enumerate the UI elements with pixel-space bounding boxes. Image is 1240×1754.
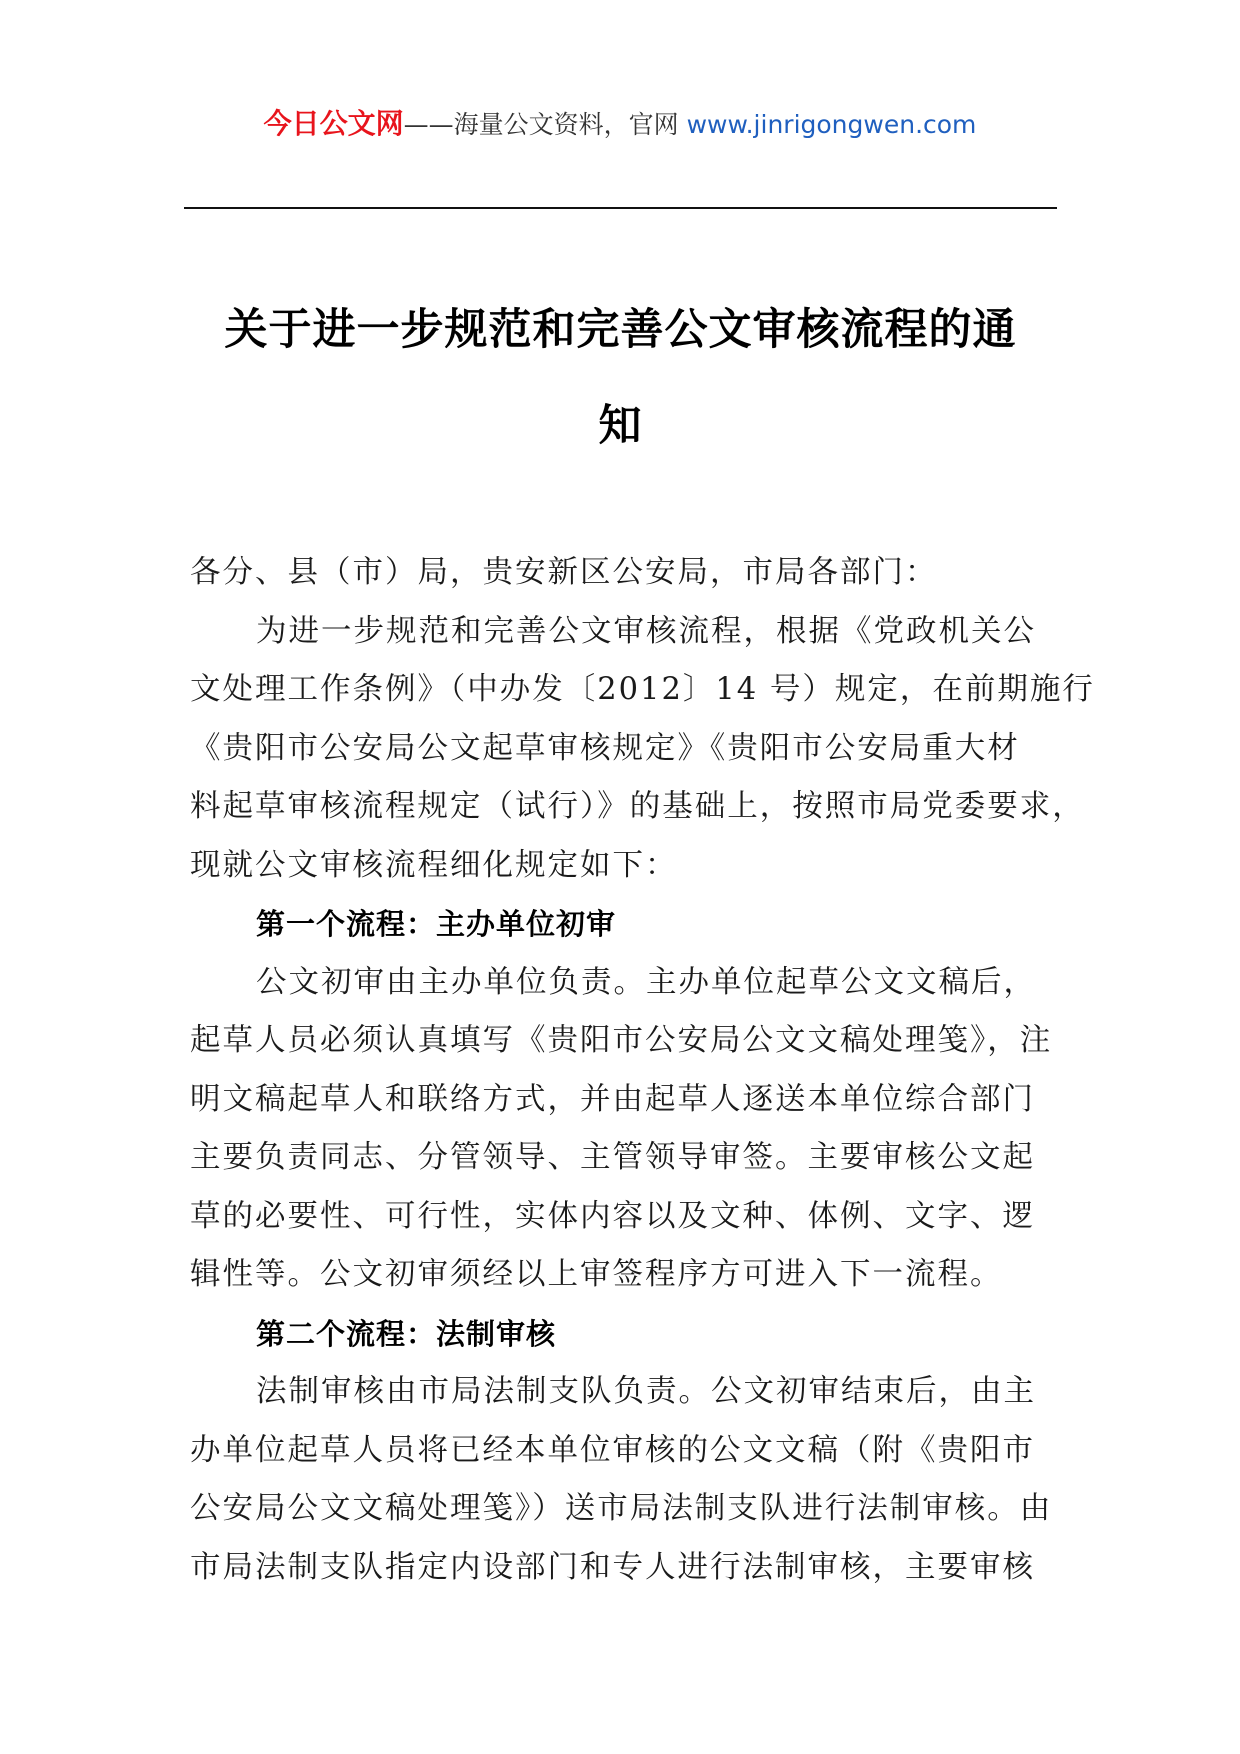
body-text-line: 公文初审由主办单位负责。主办单位起草公文文稿后， [256, 964, 1036, 1000]
section-heading: 第一个流程：主办单位初审 [256, 907, 617, 941]
site-name: 今日公文网 [263, 107, 404, 140]
body-text-line: 法制审核由市局法制支队负责。公文初审结束后，由主 [256, 1374, 1036, 1409]
body-text-line: 各分、县（市）局，贵安新区公安局，市局各部门： [190, 555, 938, 590]
document-body [190, 544, 1095, 1597]
title-line: 知 [598, 401, 643, 451]
body-text-line: 料起草审核流程规定（试行）》的基础上，按照市局党委要求， [190, 789, 1085, 824]
body-text-line: 现就公文审核流程细化规定如下： [190, 847, 678, 883]
document-title [184, 282, 1057, 474]
header-dash: —— [403, 110, 454, 139]
body-text-line: 市局法制支队指定内设部门和专人进行法制审核，主要审核 [190, 1549, 1035, 1585]
page-header [0, 106, 1240, 143]
site-url-link[interactable]: www.jinrigongwen.com [686, 110, 977, 139]
body-text-line: 起草人员必须认真填写《贵阳市公安局公文文稿处理笺》，注 [190, 1023, 1053, 1058]
body-text-line: 辑性等。公文初审须经以上审签程序方可进入下一流程。 [190, 1257, 1003, 1292]
header-divider [184, 207, 1057, 209]
body-text-line: 为进一步规范和完善公文审核流程，根据《党政机关公 [256, 613, 1036, 649]
section-heading: 第二个流程：法制审核 [256, 1316, 557, 1351]
body-text-line: 文处理工作条例》（中办发〔2012〕14 号）规定，在前期施行 [190, 672, 1095, 707]
header-tagline: 海量公文资料，官网 [453, 110, 687, 139]
body-text-line: 公安局公文文稿处理笺》）送市局法制支队进行法制审核。由 [190, 1491, 1053, 1526]
body-text-line: 明文稿起草人和联络方式，并由起草人逐送本单位综合部门 [190, 1081, 1035, 1117]
body-text-line: 办单位起草人员将已经本单位审核的公文文稿（附《贵阳市 [190, 1432, 1035, 1468]
body-text-line: 主要负责同志、分管领导、主管领导审签。主要审核公文起 [190, 1140, 1035, 1175]
body-text-line: 草的必要性、可行性，实体内容以及文种、体例、文字、逻 [190, 1198, 1035, 1234]
body-text-line: 《贵阳市公安局公文起草审核规定》《贵阳市公安局重大材 [190, 730, 1020, 766]
title-line: 关于进一步规范和完善公文审核流程的通 [224, 305, 1017, 355]
